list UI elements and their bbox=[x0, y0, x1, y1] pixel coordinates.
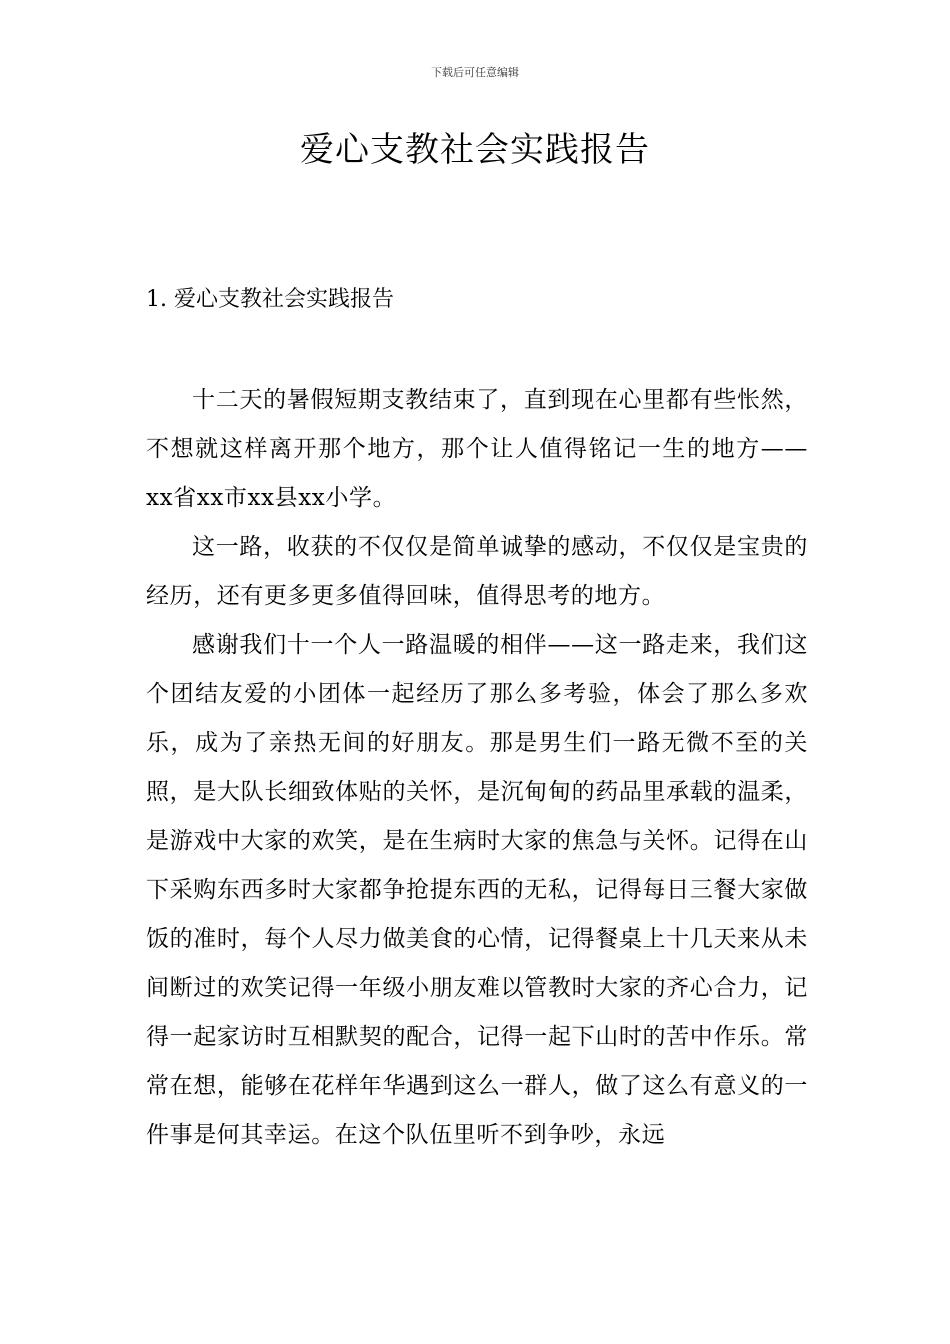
paragraph: 十二天的暑假短期支教结束了，直到现在心里都有些怅然，不想就这样离开那个地方，那个让人值得铭记一生的地方——xx省xx市xx县xx小学。 bbox=[146, 387, 808, 511]
paragraph: 感谢我们十一个人一路温暖的相伴——这一路走来，我们这个团结友爱的小团体一起经历了那么多考验，体会了那么多欢乐，成为了亲热无间的好朋友。那是男生们一路无微不至的关照，是大队长细致体贴的关怀，是沉甸甸的药品里承载的温柔，是游戏中大家的欢笑，是在生病时大家的焦急与关怀。记得在山下采购东西多时大家都争抢提东西的无私，记得每日三餐大家做饭的准时，每个人尽力做美食的心情，记得餐桌上十几天来从未间断过的欢笑记得一年级小朋友难以管教时大家的齐心合力，记得一起家访时互相默契的配合，记得一起下山时的苦中作乐。常常在想，能够在花样年华遇到这么一群人，做了这么有意义的一件事是何其幸运。在这个队伍里听不到争吵，永远 bbox=[146, 632, 808, 1148]
page-header-note: 下载后可任意编辑 bbox=[431, 66, 519, 79]
document-title: 爱心支教社会实践报告 bbox=[300, 130, 650, 170]
section-heading: 1. 爱心支教社会实践报告 bbox=[146, 287, 394, 312]
body-text bbox=[146, 376, 808, 1160]
paragraph: 这一路，收获的不仅仅是简单诚挚的感动，不仅仅是宝贵的经历，还有更多更多值得回味，值得思考的地方。 bbox=[146, 534, 808, 609]
